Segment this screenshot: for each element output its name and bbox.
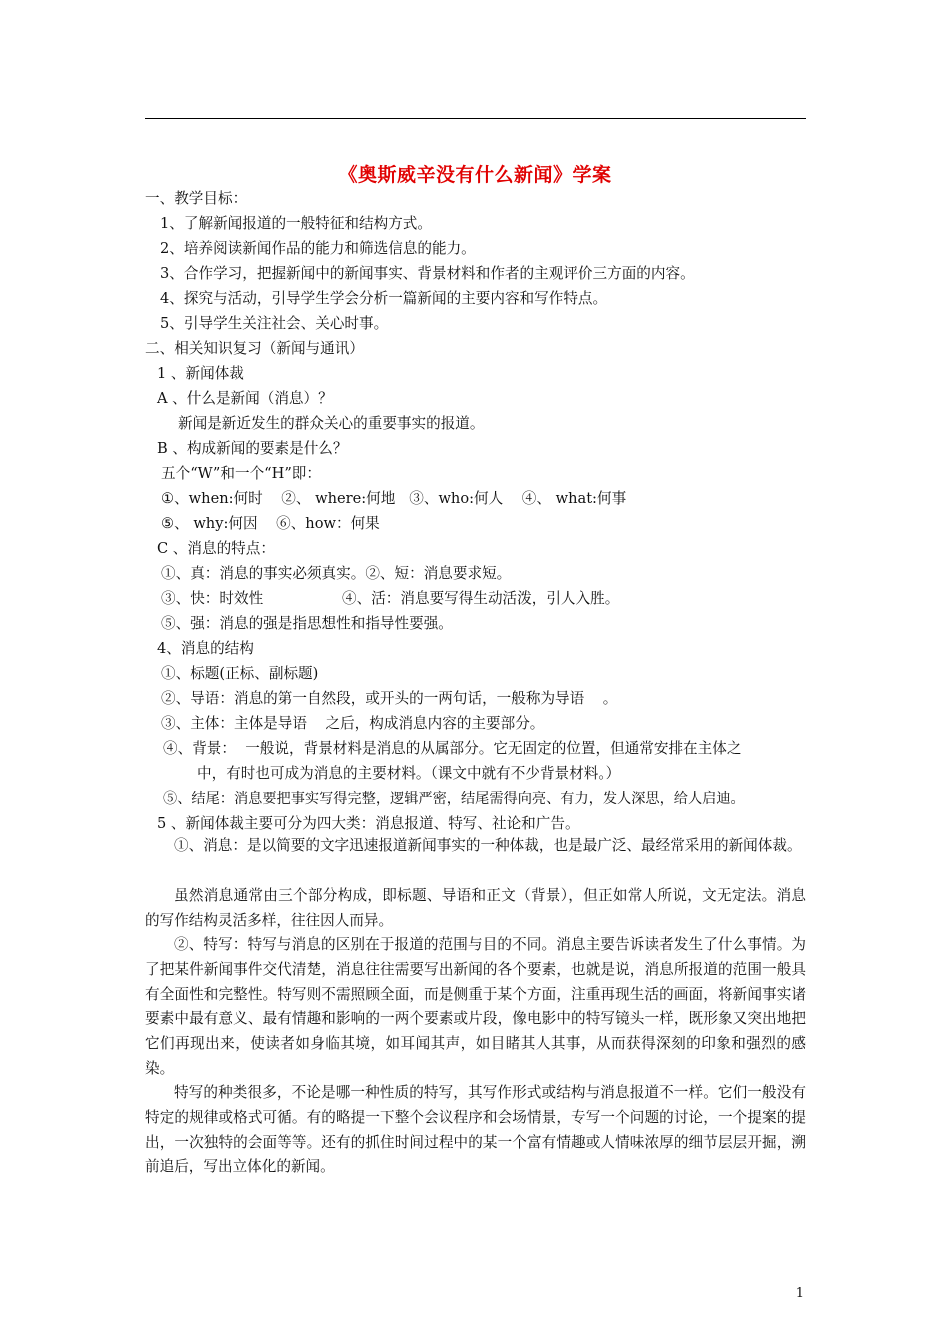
feature-item: ⑤、强：消息的强是指思想性和指导性要强。 bbox=[161, 615, 453, 632]
structure-item: ②、导语：消息的第一自然段，或开头的一两句话，一般称为导语 。 bbox=[161, 690, 618, 707]
goal-item: 4、探究与活动，引导学生学会分析一篇新闻的主要内容和写作特点。 bbox=[160, 290, 608, 307]
question-b: B 、构成新闻的要素是什么？ bbox=[157, 440, 348, 457]
goal-item: 5、引导学生关注社会、关心时事。 bbox=[160, 315, 389, 332]
body-paragraph: 特写的种类很多，不论是哪一种性质的特写，其写作形式或结构与消息报道不一样。它们一般没有特定的规律或格式可循。有的略提一下整个会议程序和会场情景，专写一个问题的讨论，一个提案的提出，一次独特的会面等等。还有的抓住时间过程中的某一个富有情趣或人情味浓厚的细节层层开掘，溯前追后，写出立体化的新闻。 bbox=[145, 1084, 806, 1176]
answer-a: 新闻是新近发生的群众关心的重要事实的报道。 bbox=[178, 415, 485, 432]
structure-item: ①、标题(正标、副标题) bbox=[161, 665, 319, 682]
goal-item: 3、合作学习，把握新闻中的新闻事实、背景材料和作者的主观评价三方面的内容。 bbox=[160, 265, 695, 282]
subheading: 5 、新闻体裁主要可分为四大类：消息报道、特写、社论和广告。 bbox=[157, 815, 580, 832]
body-paragraph: 虽然消息通常由三个部分构成，即标题、导语和正文（背景），但正如常人所说，文无定法。消息的写作结构灵活多样，往往因人而异。 bbox=[145, 887, 806, 929]
page-number: 1 bbox=[795, 1286, 804, 1301]
structure-item-continued: 中，有时也可成为消息的主要材料。（课文中就有不少背景材料。） bbox=[197, 765, 621, 782]
goal-item: 2、培养阅读新闻作品的能力和筛选信息的能力。 bbox=[160, 240, 476, 257]
body-paragraph: ②、特写：特写与消息的区别在于报道的范围与目的不同。消息主要告诉读者发生了什么事情。为了把某件新闻事件交代清楚，消息往往需要写出新闻的各个要素，也就是说，消息所报道的范围一般具有全面性和完整性。特写则不需照顾全面，而是侧重于某个方面，注重再现生活的画面，将新闻事实诸要素中最有意义、最有情趣和影响的一两个要素或片段，像电影中的特写镜头一样，既形象又突出地把它们再现出来，使读者如身临其境，如耳闻其声，如目睹其人其事，从而获得深刻的印象和强烈的感染。 bbox=[145, 936, 806, 1077]
body-paragraph: ①、消息：是以简要的文字迅速报道新闻事实的一种体裁，也是最广泛、最经常采用的新闻体裁。 bbox=[174, 837, 802, 854]
structure-item: ⑤、结尾：消息要把事实写得完整，逻辑严密，结尾需得向亮、有力，发人深思，给人启迪。 bbox=[163, 791, 745, 807]
element-list: ①、when:何时 ②、 where:何地 ③、who:何人 ④、 what:何事 bbox=[161, 490, 627, 507]
structure-item: ④、背景： 一般说，背景材料是消息的从属部分。它无固定的位置，但通常安排在主体之 bbox=[163, 740, 742, 757]
section-heading-goals: 一、教学目标： bbox=[145, 190, 248, 207]
element-list: ⑤、 why:何因 ⑥、how：何果 bbox=[161, 515, 380, 532]
structure-item: ③、主体：主体是导语 之后，构成消息内容的主要部分。 bbox=[161, 715, 545, 732]
document-title: 《奥斯威辛没有什么新闻》学案 bbox=[338, 164, 612, 186]
question-c: C 、消息的特点： bbox=[157, 540, 275, 557]
subheading: 1 、新闻体裁 bbox=[157, 365, 244, 382]
header-rule bbox=[145, 118, 806, 119]
answer-b: 五个“W”和一个“H”即： bbox=[161, 465, 321, 482]
feature-item: ①、真：消息的事实必须真实。②、短：消息要求短。 bbox=[161, 565, 512, 582]
subheading: 4、消息的结构 bbox=[157, 640, 254, 657]
goal-item: 1、了解新闻报道的一般特征和结构方式。 bbox=[160, 215, 432, 232]
feature-item: ③、快：时效性 ④、活：消息要写得生动活泼，引人入胜。 bbox=[161, 590, 620, 607]
question-a: A 、什么是新闻（消息）？ bbox=[157, 390, 333, 407]
section-heading-review: 二、相关知识复习（新闻与通讯） bbox=[145, 340, 364, 357]
